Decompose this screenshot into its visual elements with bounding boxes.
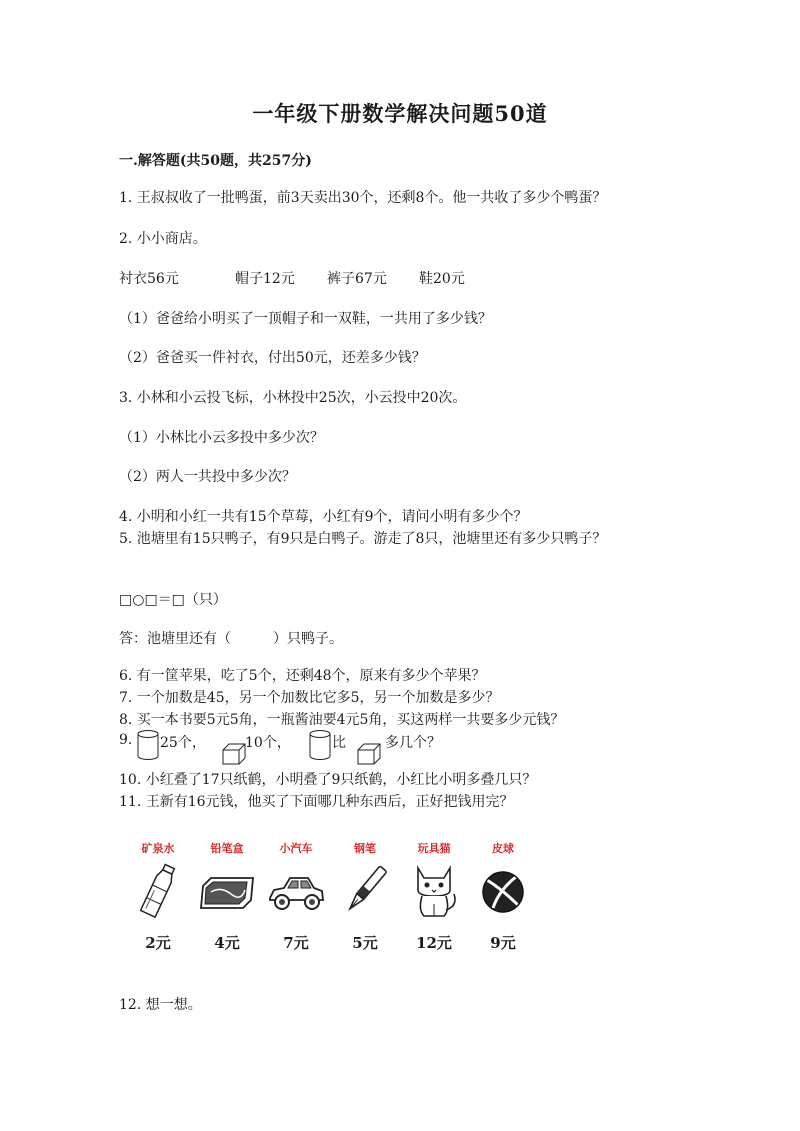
cylinder-icon xyxy=(308,729,332,761)
shop-item xyxy=(329,840,401,955)
question-5-answer: 答：池塘里还有（ ）只鸭子。 xyxy=(119,631,343,647)
question-5-stem: 5. 池塘里有15只鸭子，有9只是白鸭子。游走了8只，池塘里还有多少只鸭子？ xyxy=(119,531,607,547)
question-3-sub-2: （2）两人一共投中多少次？ xyxy=(119,469,296,485)
item-price: 12元 xyxy=(416,934,452,952)
toy-car-icon xyxy=(266,860,326,920)
item-name: 铅笔盒 xyxy=(210,842,244,855)
shop-item xyxy=(260,840,332,955)
question-9-text-1: 25个， xyxy=(160,735,206,751)
item-price: 4元 xyxy=(214,934,240,952)
question-8: 8. 买一本书要5元5角，一瓶酱油要4元5角，买这两样一共要多少元钱？ xyxy=(119,712,565,728)
question-6: 6. 有一筐苹果，吃了5个，还剩48个，原来有多少个苹果？ xyxy=(119,668,486,684)
item-name: 皮球 xyxy=(492,842,514,855)
question-4: 4. 小明和小红一共有15个草莓，小红有9个，请问小明有多少个？ xyxy=(119,509,528,525)
price-pants: 裤子67元 xyxy=(327,271,387,287)
cube-icon xyxy=(221,742,247,766)
question-7: 7. 一个加数是45，另一个加数比它多5，另一个加数是多少？ xyxy=(119,690,500,706)
shop-figure xyxy=(122,840,537,955)
price-shoes: 鞋20元 xyxy=(419,271,465,287)
toy-cat-icon xyxy=(404,860,464,920)
cube-icon xyxy=(356,742,382,766)
pencil-box-icon xyxy=(197,860,257,920)
question-11: 11. 王新有16元钱，他买了下面哪几种东西后，正好把钱用完？ xyxy=(119,794,514,810)
shop-item xyxy=(191,840,263,955)
item-name: 钢笔 xyxy=(354,842,376,855)
pen-icon xyxy=(335,860,395,920)
section-heading: 一.解答题(共50题，共257分) xyxy=(119,153,312,169)
question-2-sub-2: （2）爸爸买一件衬衣，付出50元，还差多少钱？ xyxy=(119,350,426,366)
question-3-sub-1: （1）小林比小云多投中多少次？ xyxy=(119,430,324,446)
shop-item xyxy=(467,840,539,955)
item-price: 5元 xyxy=(352,934,378,952)
question-10: 10. 小红叠了17只纸鹤，小明叠了9只纸鹤，小红比小明多叠几只？ xyxy=(119,772,537,788)
question-9-text-4: 多几个？ xyxy=(385,735,441,751)
item-name: 小汽车 xyxy=(279,842,313,855)
question-1: 1. 王叔叔收了一批鸭蛋，前3天卖出30个，还剩8个。他一共收了多少个鸭蛋？ xyxy=(119,190,607,206)
item-name: 玩具猫 xyxy=(417,842,451,855)
price-shirt: 衬衣56元 xyxy=(119,271,179,287)
item-name: 矿泉水 xyxy=(141,842,175,855)
shop-item xyxy=(398,840,470,955)
question-2-stem: 2. 小小商店。 xyxy=(119,231,207,247)
item-price: 7元 xyxy=(283,934,309,952)
question-9-number: 9. xyxy=(119,732,133,748)
cylinder-icon xyxy=(136,729,160,761)
item-price: 2元 xyxy=(145,934,171,952)
question-2-sub-1: （1）爸爸给小明买了一顶帽子和一双鞋，一共用了多少钱？ xyxy=(119,311,492,327)
question-9-text-2: 10个， xyxy=(245,735,291,751)
question-12: 12. 想一想。 xyxy=(119,997,202,1013)
question-5-formula: □○□＝□（只） xyxy=(119,592,227,608)
page-title: 一年级下册数学解决问题50道 xyxy=(252,101,548,126)
bottle-icon xyxy=(128,860,188,920)
ball-icon xyxy=(473,860,533,920)
item-price: 9元 xyxy=(490,934,516,952)
question-3-stem: 3. 小林和小云投飞标，小林投中25次，小云投中20次。 xyxy=(119,390,467,406)
question-9-text-3: 比 xyxy=(332,735,346,751)
price-list xyxy=(119,269,471,289)
shop-item xyxy=(122,840,194,955)
price-hat: 帽子12元 xyxy=(235,271,295,287)
